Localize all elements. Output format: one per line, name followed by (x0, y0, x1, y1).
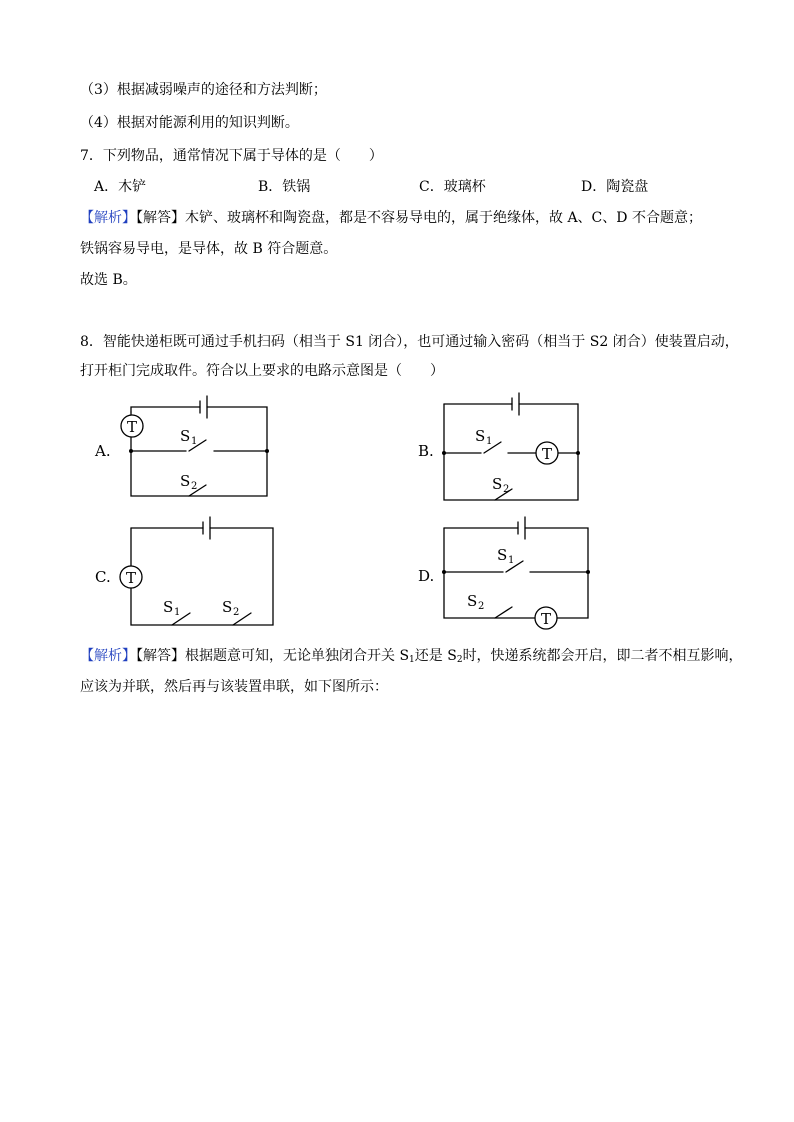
question-8: 8．智能快递柜既可通过手机扫码（相当于 S1 闭合），也可通过输入密码（相当于 S2 闭合）使装置启动， (80, 334, 739, 350)
circuit-label-c: C. (95, 568, 111, 586)
switch-subscript: 2 (233, 607, 240, 618)
tag-jieda: 【解答】 (136, 648, 185, 664)
subscript: 1 (409, 655, 415, 665)
question-8: 打开柜门完成取件。符合以上要求的电路示意图是（ ） (80, 363, 444, 379)
circuit-b (444, 393, 578, 500)
circuit-label-d: D. (418, 567, 435, 585)
switch-subscript: 1 (486, 436, 493, 447)
text-line: （3）根据减弱噪声的途径和方法判断； (80, 82, 327, 98)
subscript: 2 (456, 655, 463, 665)
device-t: T (542, 445, 553, 463)
switch-label: S (163, 598, 174, 616)
option-a: A．木铲 (94, 179, 147, 195)
tag-jiexi: 【解析】 (80, 210, 136, 226)
option-b: B．铁锅 (258, 179, 311, 195)
switch-subscript: 2 (191, 481, 198, 492)
answer-7-line: 铁锅容易导电，是导体，故 B 符合题意。 (80, 241, 338, 257)
text-line: （4）根据对能源利用的知识判断。 (80, 115, 299, 131)
switch-label: S (180, 427, 191, 445)
answer-text: 木铲、玻璃杯和陶瓷盘，都是不容易导电的，属于绝缘体，故 A、C、D 不合题意； (185, 210, 702, 226)
switch-subscript: 1 (191, 436, 198, 447)
option-d: D．陶瓷盘 (581, 179, 649, 195)
device-t: T (127, 418, 138, 436)
circuit-c (120, 517, 273, 625)
switch-label: S (222, 598, 233, 616)
option-c: C．玻璃杯 (419, 179, 486, 195)
switch-subscript: 1 (174, 607, 181, 618)
switch-subscript: 2 (478, 601, 485, 612)
device-t: T (541, 610, 552, 628)
tag-jiexi: 【解析】 (80, 648, 136, 664)
switch-subscript: 1 (508, 555, 515, 566)
answer-8-line: 应该为并联，然后再与该装置串联，如下图所示： (80, 679, 388, 695)
tag-jieda: 【解答】 (136, 210, 185, 226)
circuit-d (444, 517, 588, 629)
circuit-label-b: B. (418, 442, 434, 460)
answer-7-line: 故选 B。 (80, 272, 137, 288)
question-7: 7．下列物品，通常情况下属于导体的是（ ） (80, 148, 383, 164)
switch-label: S (180, 472, 191, 490)
device-t: T (126, 569, 137, 587)
answer-text: 时，快递系统都会开启，即二者不相互影响， (462, 648, 743, 664)
circuit-label-a: A. (95, 442, 111, 460)
switch-label: S (497, 546, 508, 564)
answer-text: 还是 S (414, 648, 457, 664)
switch-label: S (475, 427, 486, 445)
answer-text: 根据题意可知，无论单独闭合开关 S (185, 648, 410, 664)
switch-subscript: 2 (503, 484, 510, 495)
switch-label: S (492, 475, 503, 493)
switch-label: S (467, 592, 478, 610)
